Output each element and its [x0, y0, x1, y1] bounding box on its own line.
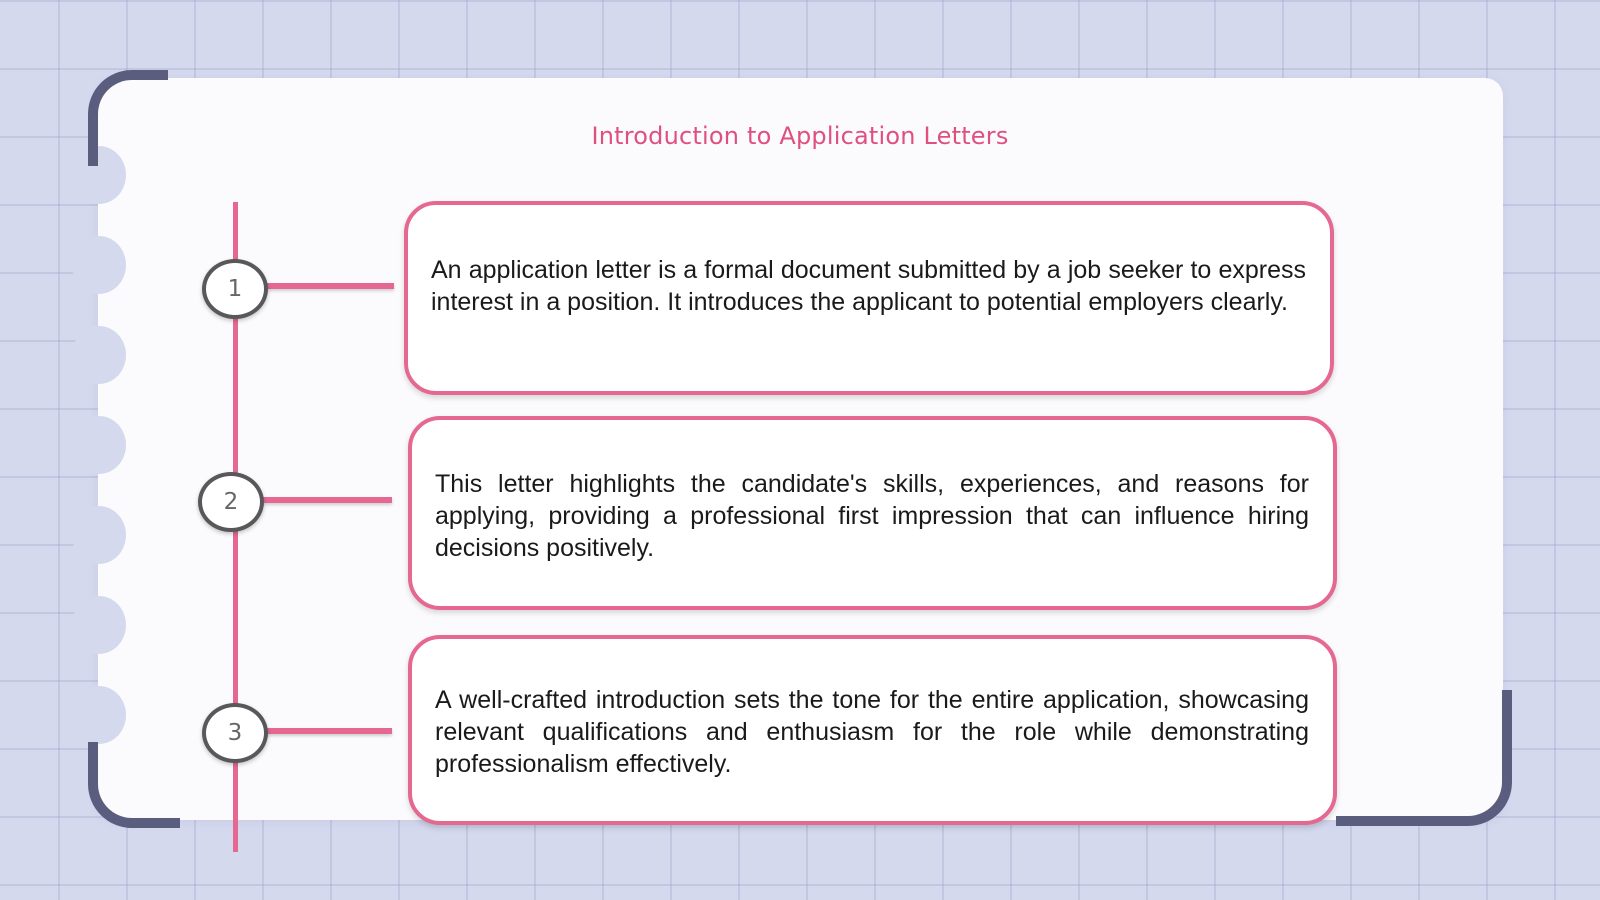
info-card — [408, 416, 1337, 610]
paper-scallop — [72, 686, 126, 744]
paper-scallop — [72, 596, 126, 654]
corner-bracket-top-left — [88, 70, 168, 166]
info-card-text: This letter highlights the candidate's skills, experiences, and reasons for applying, providing a professional first impression that can influence hiring decisions positively. — [435, 470, 1309, 562]
timeline-connector — [262, 497, 392, 503]
paper-scallop — [72, 506, 126, 564]
info-card-text: A well-crafted introduction sets the tone for the entire application, showcasing relevant qualifications and enthusiasm for the role while demonstrating professionalism effectively. — [435, 686, 1309, 778]
step-number-badge: 1 — [202, 259, 268, 319]
slide-title: Introduction to Application Letters — [591, 122, 1009, 150]
info-card — [404, 201, 1334, 395]
info-card-text: An application letter is a formal document submitted by a job seeker to express interest in a position. It introduces the applicant to potential employers clearly. — [431, 256, 1306, 316]
timeline-connector — [266, 728, 392, 734]
corner-bracket-bottom-left — [88, 742, 180, 828]
paper-scallop — [72, 236, 126, 294]
step-number-badge: 2 — [198, 472, 264, 532]
info-card — [408, 635, 1337, 825]
step-number-badge: 3 — [202, 703, 268, 763]
paper-scallop — [72, 326, 126, 384]
corner-bracket-bottom-right — [1336, 690, 1512, 826]
paper-scallop — [72, 416, 126, 474]
timeline-connector — [266, 283, 394, 289]
